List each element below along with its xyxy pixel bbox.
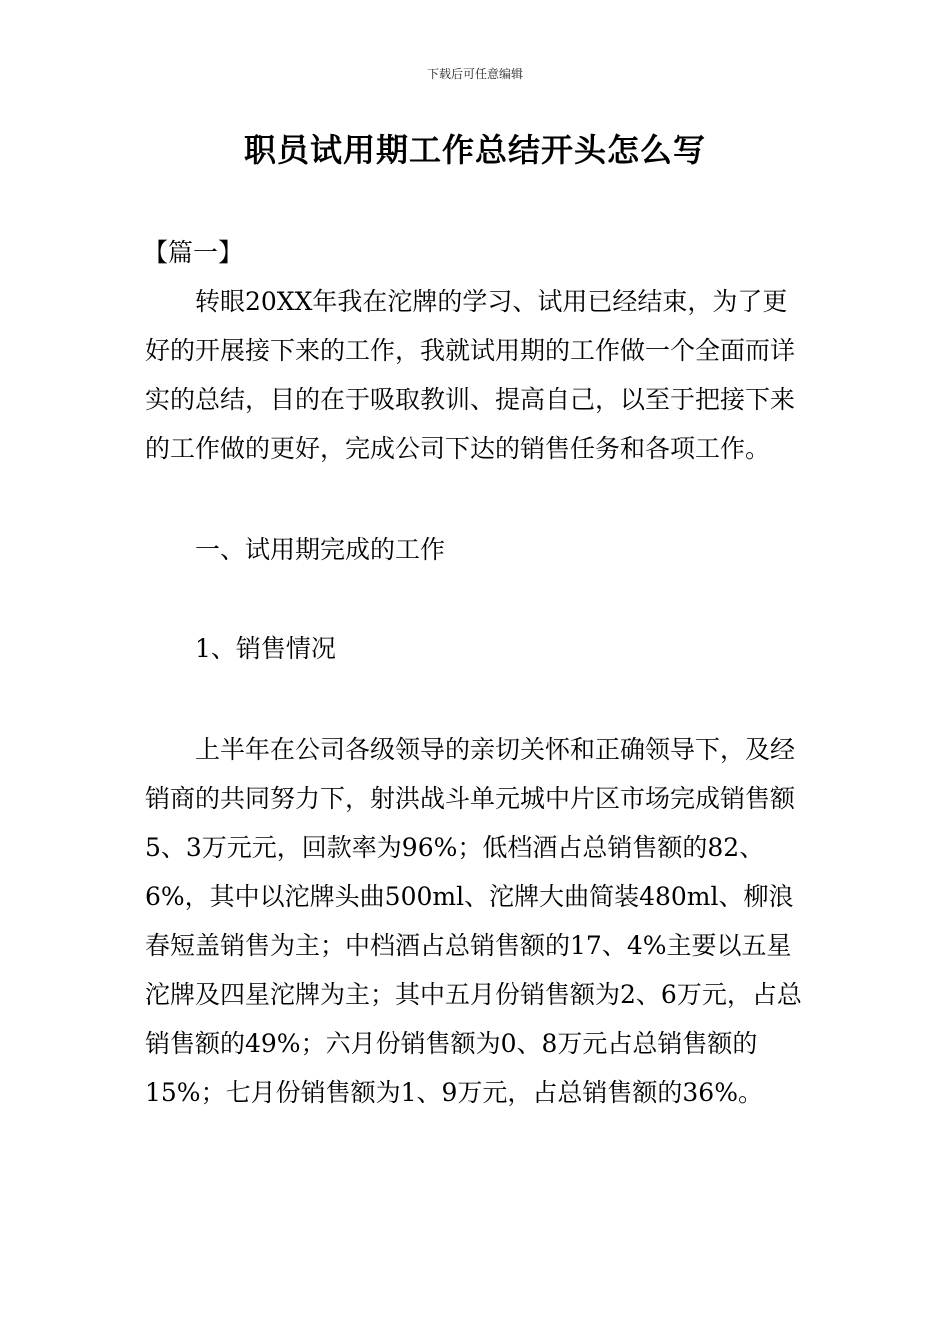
intro-paragraph: 转眼20XX年我在沱牌的学习、试用已经结束，为了更好的开展接下来的工作，我就试用期的工作做一个全面而详实的总结，目的在于吸取教训、提高自己，以至于把接下来的工作做的更好，完成公司下达的销售任务和各项工作。 <box>145 287 796 463</box>
section-tag: 【篇一】 <box>143 238 244 267</box>
subsection-heading: 1、销售情况 <box>195 634 336 663</box>
page-title: 职员试用期工作总结开头怎么写 <box>243 131 706 169</box>
sales-paragraph: 上半年在公司各级领导的亲切关怀和正确领导下，及经销商的共同努力下，射洪战斗单元城中片区市场完成销售额5、3万元元，回款率为96%；低档酒占总销售额的82、6%，其中以沱牌头曲500ml、沱牌大曲简装480ml、柳浪春短盖销售为主；中档酒占总销售额的17、4%主要以五星沱牌及四星沱牌为主；其中五月份销售额为2、6万元，占总销售额的49%；六月份销售额为0、8万元占总销售额的15%；七月份销售额为1、9万元，占总销售额的36%。 <box>145 735 802 1107</box>
section-heading: 一、试用期完成的工作 <box>195 535 446 564</box>
spacer <box>145 473 810 525</box>
spacer <box>145 673 810 725</box>
spacer <box>145 574 810 624</box>
document-body <box>145 228 810 1117</box>
header-note: 下载后可任意编辑 <box>426 67 523 81</box>
